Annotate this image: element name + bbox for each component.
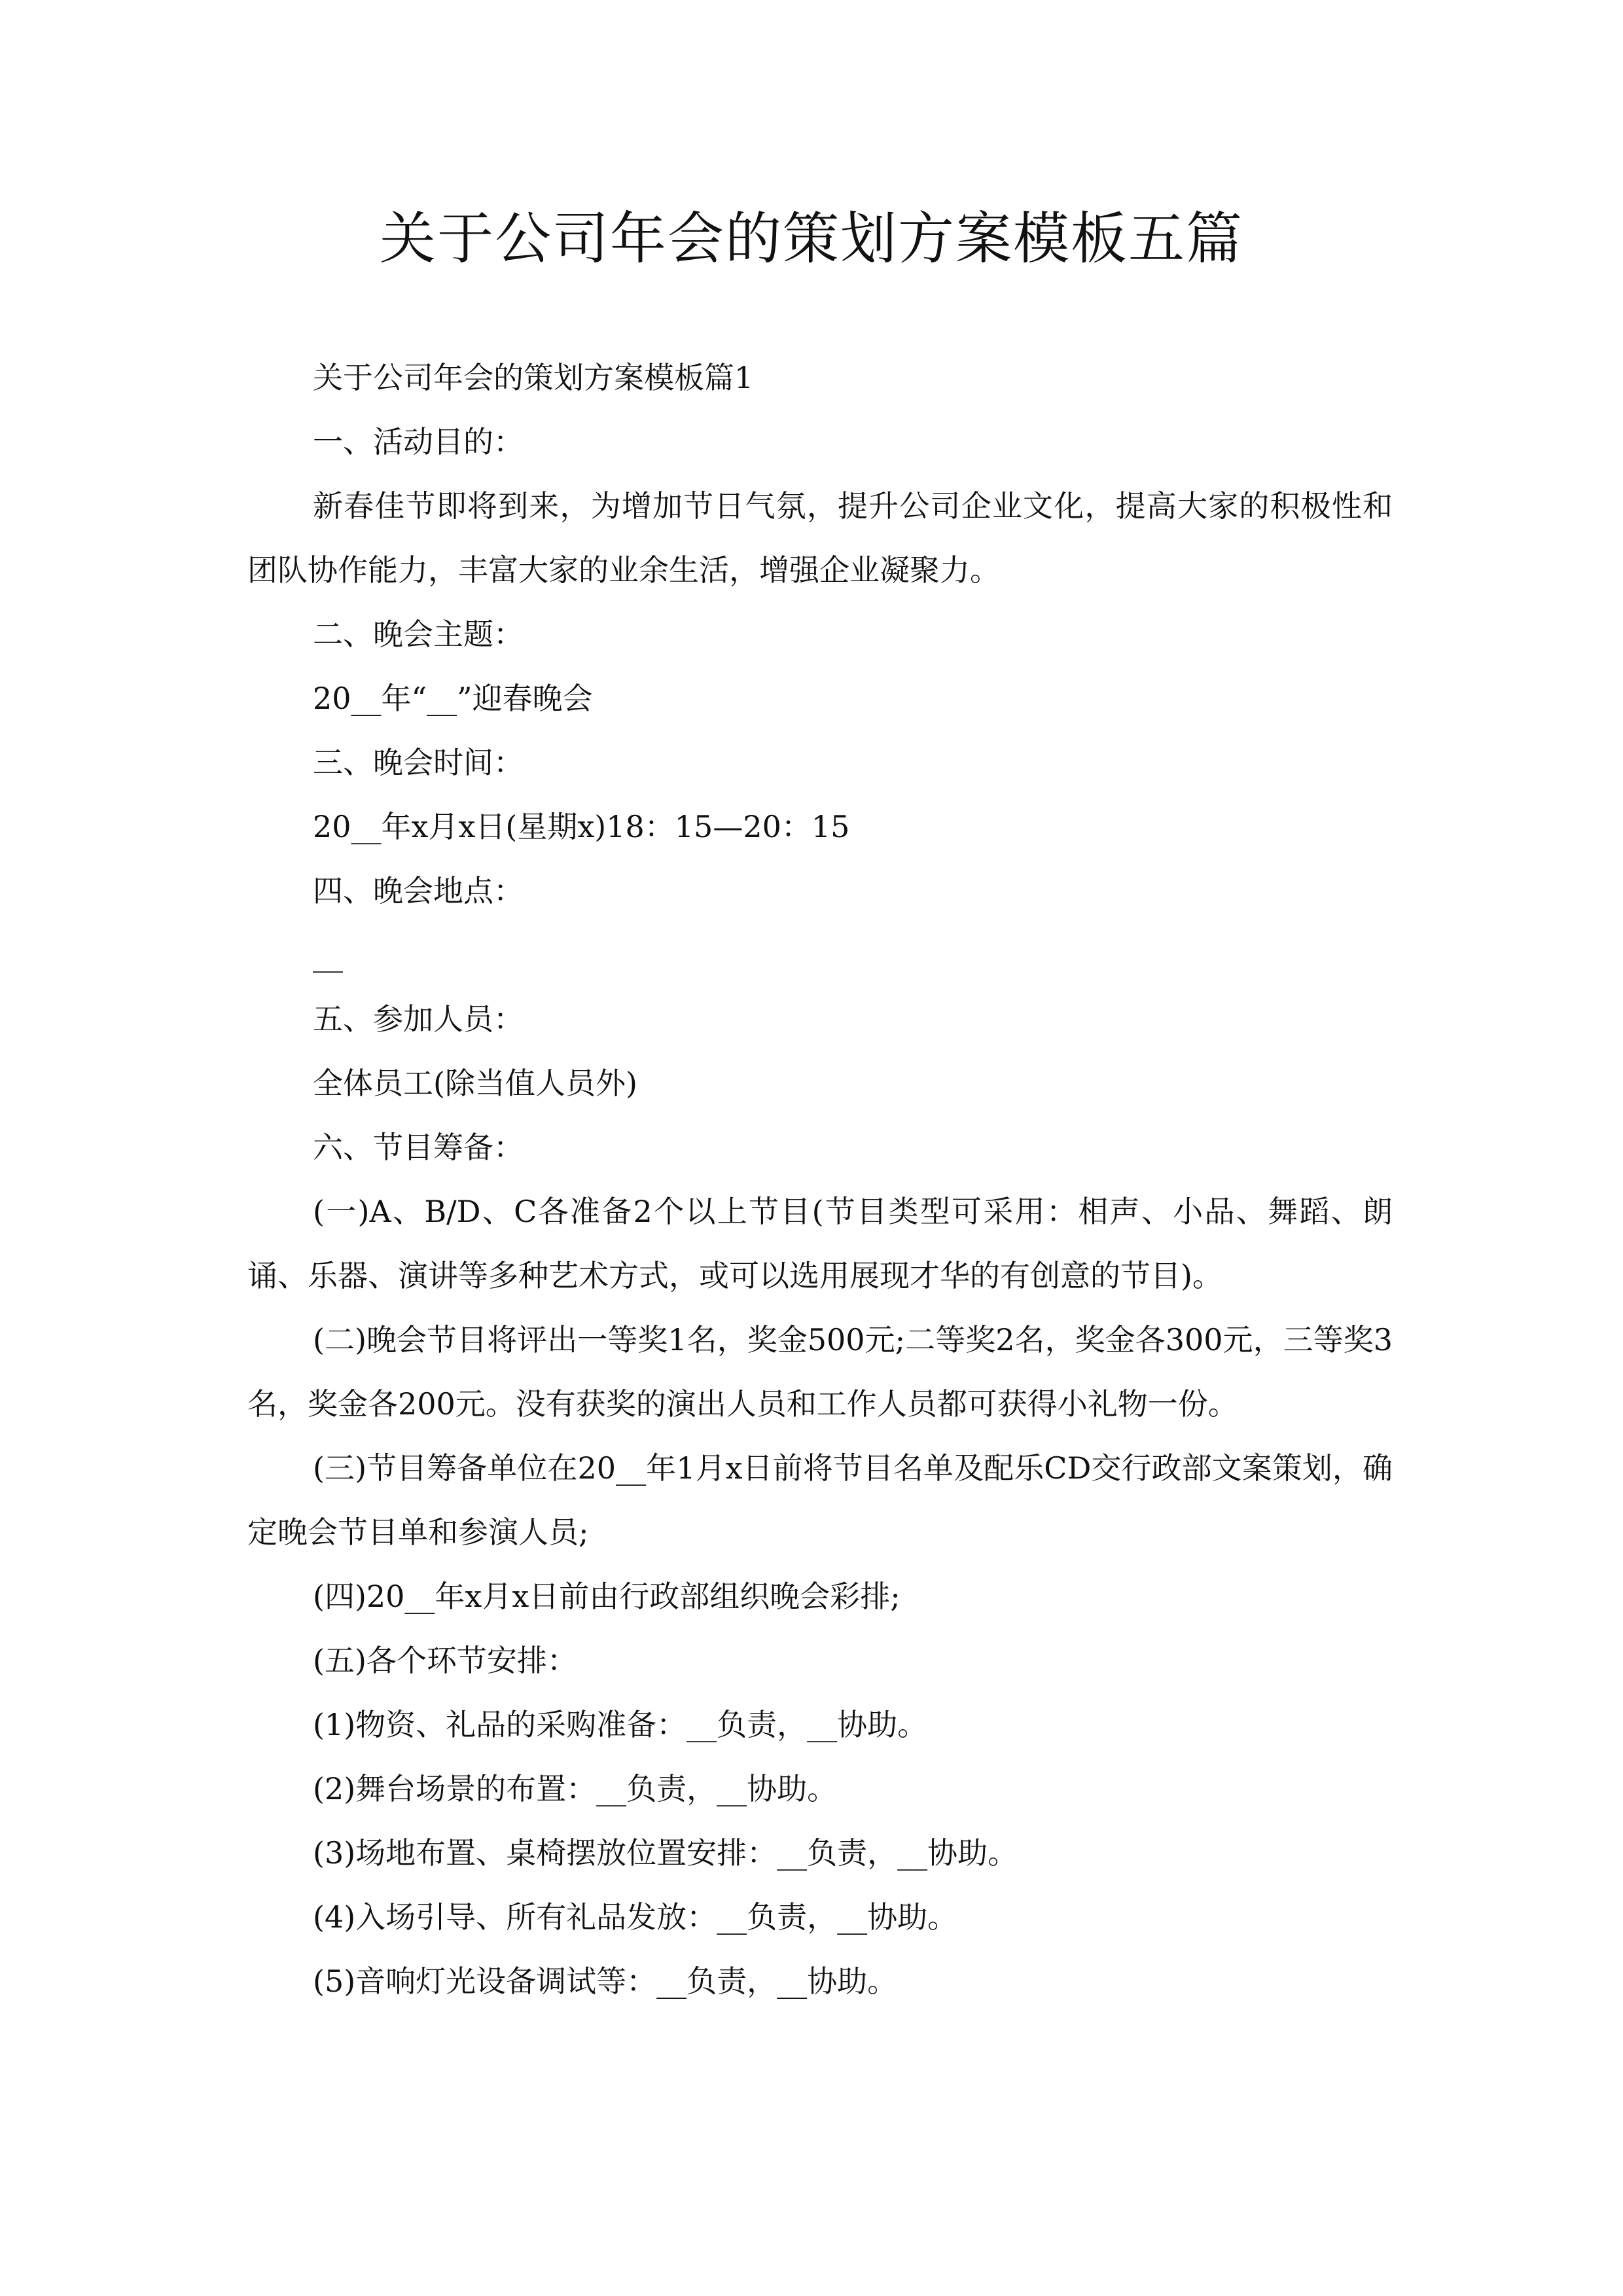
paragraph-program-1: (一)A、B/D、C各准备2个以上节目(节目类型可采用：相声、小品、舞蹈、朗诵、乐器、演讲等多种艺术方式，或可以选用展现才华的有创意的节目)。 xyxy=(247,1194,1393,1293)
list-item-2: (2)舞台场景的布置：__负责，__协助。 xyxy=(313,1771,838,1806)
document-title: 关于公司年会的策划方案模板五篇 xyxy=(380,206,1243,272)
heading-theme: 二、晚会主题： xyxy=(313,617,524,652)
document-body xyxy=(247,346,1393,2013)
section-heading: 关于公司年会的策划方案模板篇1 xyxy=(313,360,754,395)
list-item-3: (3)场地布置、桌椅摆放位置安排：__负责，__协助。 xyxy=(313,1835,1018,1871)
paragraph-program-4: (四)20__年x月x日前由行政部组织晚会彩排; xyxy=(313,1579,901,1614)
heading-activity-purpose: 一、活动目的： xyxy=(313,424,524,459)
heading-program-preparation: 六、节目筹备： xyxy=(313,1130,524,1165)
paragraph-theme: 20__年“__”迎春晚会 xyxy=(313,681,593,716)
list-item-1: (1)物资、礼品的采购准备：__负责，__协助。 xyxy=(313,1707,928,1742)
paragraph-activity-purpose: 新春佳节即将到来，为增加节日气氛，提升公司企业文化，提高大家的积极性和团队协作能力，丰富大家的业余生活，增强企业凝聚力。 xyxy=(247,488,1393,588)
list-item-4: (4)入场引导、所有礼品发放：__负责，__协助。 xyxy=(313,1899,958,1935)
paragraph-program-5: (五)各个环节安排： xyxy=(313,1643,577,1678)
paragraph-location: __ xyxy=(313,937,343,973)
list-item-5: (5)音响灯光设备调试等：__负责，__协助。 xyxy=(313,1964,898,1999)
heading-participants: 五、参加人员： xyxy=(313,1001,524,1037)
paragraph-program-2: (二)晚会节目将评出一等奖1名，奖金500元;二等奖2名，奖金各300元，三等奖3名，奖金各200元。没有获奖的演出人员和工作人员都可获得小礼物一份。 xyxy=(247,1322,1393,1422)
paragraph-program-3: (三)节目筹备单位在20__年1月x日前将节目名单及配乐CD交行政部文案策划，确定晚会节目单和参演人员; xyxy=(247,1450,1393,1550)
heading-time: 三、晚会时间： xyxy=(313,745,524,780)
paragraph-time: 20__年x月x日(星期x)18：15—20：15 xyxy=(313,809,850,844)
paragraph-participants: 全体员工(除当值人员外) xyxy=(313,1066,637,1101)
heading-location: 四、晚会地点： xyxy=(313,873,524,908)
